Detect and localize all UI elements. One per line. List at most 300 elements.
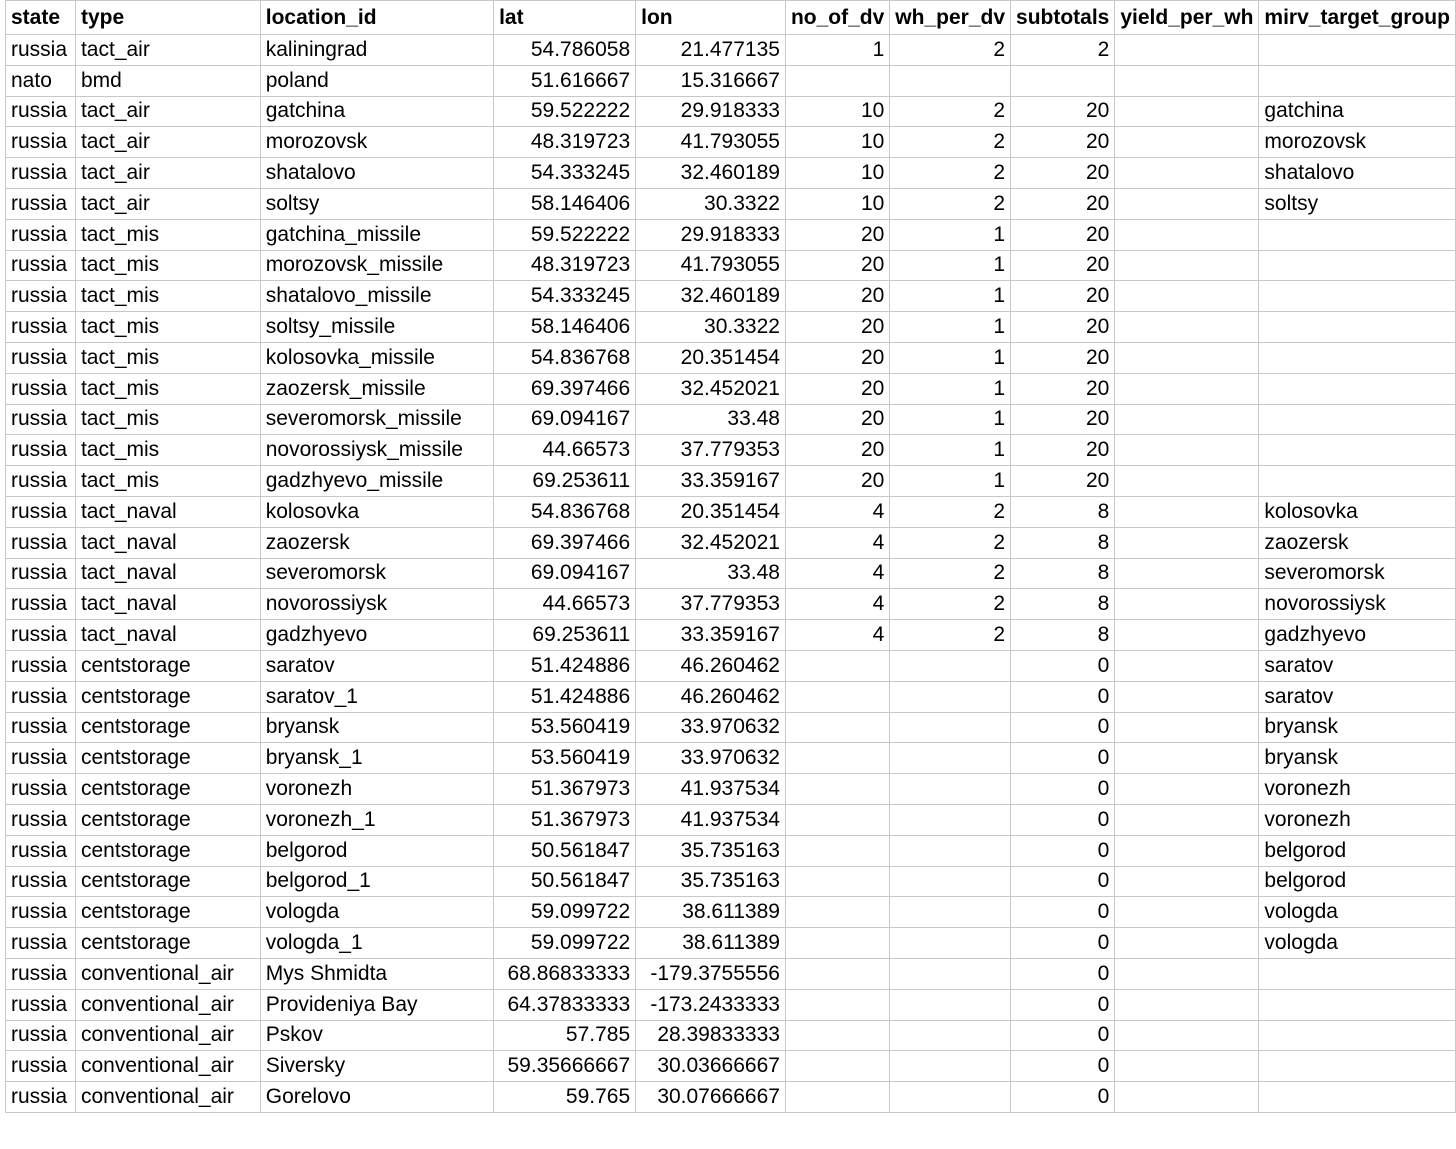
cell-state[interactable]: russia xyxy=(6,312,76,343)
cell-mirv-target-group[interactable] xyxy=(1259,1082,1456,1113)
cell-lon[interactable]: 37.779353 xyxy=(636,435,786,466)
cell-wh-per-dv[interactable] xyxy=(890,65,1011,96)
cell-state[interactable]: russia xyxy=(6,958,76,989)
cell-no-of-dv[interactable]: 20 xyxy=(785,342,889,373)
cell-type[interactable]: tact_air xyxy=(75,158,260,189)
cell-lat[interactable]: 57.785 xyxy=(494,1020,636,1051)
cell-lat[interactable]: 58.146406 xyxy=(494,188,636,219)
cell-subtotals[interactable]: 0 xyxy=(1011,866,1115,897)
cell-lat[interactable]: 51.616667 xyxy=(494,65,636,96)
cell-location-id[interactable]: voronezh xyxy=(260,774,493,805)
cell-yield-per-wh[interactable] xyxy=(1115,835,1259,866)
cell-wh-per-dv[interactable] xyxy=(890,1051,1011,1082)
cell-lat[interactable]: 69.397466 xyxy=(494,527,636,558)
cell-no-of-dv[interactable] xyxy=(785,1051,889,1082)
cell-yield-per-wh[interactable] xyxy=(1115,712,1259,743)
cell-lon[interactable]: 41.793055 xyxy=(636,250,786,281)
cell-lat[interactable]: 50.561847 xyxy=(494,835,636,866)
cell-no-of-dv[interactable]: 20 xyxy=(785,250,889,281)
cell-no-of-dv[interactable] xyxy=(785,804,889,835)
cell-mirv-target-group[interactable] xyxy=(1259,404,1456,435)
cell-location-id[interactable]: voronezh_1 xyxy=(260,804,493,835)
cell-state[interactable]: russia xyxy=(6,342,76,373)
cell-lat[interactable]: 64.37833333 xyxy=(494,989,636,1020)
cell-lat[interactable]: 59.522222 xyxy=(494,219,636,250)
cell-type[interactable]: centstorage xyxy=(75,743,260,774)
cell-lon[interactable]: 32.452021 xyxy=(636,527,786,558)
cell-lat[interactable]: 69.397466 xyxy=(494,373,636,404)
cell-wh-per-dv[interactable] xyxy=(890,835,1011,866)
cell-type[interactable]: tact_naval xyxy=(75,589,260,620)
cell-lon[interactable]: 41.937534 xyxy=(636,804,786,835)
cell-yield-per-wh[interactable] xyxy=(1115,281,1259,312)
cell-no-of-dv[interactable]: 10 xyxy=(785,96,889,127)
cell-type[interactable]: tact_air xyxy=(75,96,260,127)
cell-wh-per-dv[interactable] xyxy=(890,804,1011,835)
cell-mirv-target-group[interactable]: kolosovka xyxy=(1259,496,1456,527)
column-header-subtotals[interactable]: subtotals xyxy=(1011,1,1115,35)
cell-location-id[interactable]: kaliningrad xyxy=(260,35,493,66)
cell-no-of-dv[interactable] xyxy=(785,958,889,989)
cell-state[interactable]: russia xyxy=(6,219,76,250)
cell-yield-per-wh[interactable] xyxy=(1115,928,1259,959)
cell-wh-per-dv[interactable] xyxy=(890,897,1011,928)
cell-no-of-dv[interactable] xyxy=(785,1020,889,1051)
cell-no-of-dv[interactable]: 20 xyxy=(785,435,889,466)
cell-no-of-dv[interactable] xyxy=(785,681,889,712)
cell-type[interactable]: tact_mis xyxy=(75,219,260,250)
cell-subtotals[interactable]: 0 xyxy=(1011,1020,1115,1051)
cell-subtotals[interactable]: 8 xyxy=(1011,558,1115,589)
cell-lat[interactable]: 53.560419 xyxy=(494,712,636,743)
cell-mirv-target-group[interactable]: bryansk xyxy=(1259,743,1456,774)
cell-subtotals[interactable]: 0 xyxy=(1011,1051,1115,1082)
cell-no-of-dv[interactable]: 20 xyxy=(785,312,889,343)
cell-location-id[interactable]: gatchina xyxy=(260,96,493,127)
cell-type[interactable]: tact_air xyxy=(75,188,260,219)
cell-no-of-dv[interactable]: 4 xyxy=(785,496,889,527)
cell-wh-per-dv[interactable]: 1 xyxy=(890,281,1011,312)
cell-type[interactable]: tact_mis xyxy=(75,281,260,312)
cell-wh-per-dv[interactable]: 2 xyxy=(890,127,1011,158)
cell-yield-per-wh[interactable] xyxy=(1115,158,1259,189)
cell-lon[interactable]: 38.611389 xyxy=(636,897,786,928)
cell-location-id[interactable]: zaozersk xyxy=(260,527,493,558)
cell-yield-per-wh[interactable] xyxy=(1115,866,1259,897)
cell-mirv-target-group[interactable]: morozovsk xyxy=(1259,127,1456,158)
cell-mirv-target-group[interactable]: shatalovo xyxy=(1259,158,1456,189)
cell-subtotals[interactable]: 0 xyxy=(1011,1082,1115,1113)
column-header-location-id[interactable]: location_id xyxy=(260,1,493,35)
cell-state[interactable]: nato xyxy=(6,65,76,96)
cell-subtotals[interactable]: 0 xyxy=(1011,712,1115,743)
cell-lon[interactable]: 33.970632 xyxy=(636,743,786,774)
cell-subtotals[interactable]: 0 xyxy=(1011,958,1115,989)
cell-state[interactable]: russia xyxy=(6,1051,76,1082)
cell-mirv-target-group[interactable] xyxy=(1259,958,1456,989)
cell-no-of-dv[interactable]: 10 xyxy=(785,127,889,158)
cell-type[interactable]: tact_air xyxy=(75,35,260,66)
cell-subtotals[interactable]: 20 xyxy=(1011,342,1115,373)
cell-type[interactable]: centstorage xyxy=(75,712,260,743)
cell-no-of-dv[interactable]: 20 xyxy=(785,219,889,250)
cell-wh-per-dv[interactable] xyxy=(890,958,1011,989)
cell-wh-per-dv[interactable]: 2 xyxy=(890,188,1011,219)
cell-type[interactable]: tact_air xyxy=(75,127,260,158)
cell-state[interactable]: russia xyxy=(6,928,76,959)
cell-location-id[interactable]: Mys Shmidta xyxy=(260,958,493,989)
cell-lon[interactable]: 32.452021 xyxy=(636,373,786,404)
cell-wh-per-dv[interactable] xyxy=(890,866,1011,897)
cell-yield-per-wh[interactable] xyxy=(1115,681,1259,712)
cell-wh-per-dv[interactable] xyxy=(890,712,1011,743)
cell-wh-per-dv[interactable] xyxy=(890,1020,1011,1051)
cell-lon[interactable]: 30.3322 xyxy=(636,188,786,219)
cell-subtotals[interactable]: 0 xyxy=(1011,774,1115,805)
cell-subtotals[interactable]: 20 xyxy=(1011,158,1115,189)
cell-yield-per-wh[interactable] xyxy=(1115,620,1259,651)
cell-type[interactable]: conventional_air xyxy=(75,958,260,989)
cell-lat[interactable]: 51.424886 xyxy=(494,650,636,681)
cell-location-id[interactable]: soltsy_missile xyxy=(260,312,493,343)
cell-no-of-dv[interactable] xyxy=(785,835,889,866)
cell-subtotals[interactable]: 20 xyxy=(1011,466,1115,497)
cell-yield-per-wh[interactable] xyxy=(1115,65,1259,96)
cell-no-of-dv[interactable]: 20 xyxy=(785,281,889,312)
cell-state[interactable]: russia xyxy=(6,835,76,866)
cell-no-of-dv[interactable] xyxy=(785,712,889,743)
cell-type[interactable]: centstorage xyxy=(75,804,260,835)
cell-state[interactable]: russia xyxy=(6,158,76,189)
cell-yield-per-wh[interactable] xyxy=(1115,496,1259,527)
cell-type[interactable]: bmd xyxy=(75,65,260,96)
cell-lat[interactable]: 69.253611 xyxy=(494,466,636,497)
cell-no-of-dv[interactable] xyxy=(785,65,889,96)
cell-mirv-target-group[interactable] xyxy=(1259,989,1456,1020)
cell-wh-per-dv[interactable] xyxy=(890,1082,1011,1113)
cell-mirv-target-group[interactable]: saratov xyxy=(1259,681,1456,712)
cell-location-id[interactable]: severomorsk_missile xyxy=(260,404,493,435)
cell-lon[interactable]: 33.970632 xyxy=(636,712,786,743)
cell-location-id[interactable]: Provideniya Bay xyxy=(260,989,493,1020)
cell-wh-per-dv[interactable]: 2 xyxy=(890,620,1011,651)
cell-subtotals[interactable]: 20 xyxy=(1011,96,1115,127)
cell-wh-per-dv[interactable]: 2 xyxy=(890,35,1011,66)
cell-state[interactable]: russia xyxy=(6,774,76,805)
cell-subtotals[interactable]: 8 xyxy=(1011,496,1115,527)
cell-no-of-dv[interactable]: 4 xyxy=(785,620,889,651)
cell-state[interactable]: russia xyxy=(6,1082,76,1113)
cell-wh-per-dv[interactable] xyxy=(890,989,1011,1020)
cell-state[interactable]: russia xyxy=(6,620,76,651)
cell-lon[interactable]: 20.351454 xyxy=(636,496,786,527)
cell-location-id[interactable]: novorossiysk xyxy=(260,589,493,620)
cell-wh-per-dv[interactable]: 2 xyxy=(890,158,1011,189)
cell-type[interactable]: tact_mis xyxy=(75,466,260,497)
cell-lat[interactable]: 59.35666667 xyxy=(494,1051,636,1082)
cell-mirv-target-group[interactable]: zaozersk xyxy=(1259,527,1456,558)
cell-lat[interactable]: 53.560419 xyxy=(494,743,636,774)
cell-type[interactable]: centstorage xyxy=(75,866,260,897)
cell-yield-per-wh[interactable] xyxy=(1115,743,1259,774)
cell-wh-per-dv[interactable] xyxy=(890,650,1011,681)
cell-no-of-dv[interactable]: 1 xyxy=(785,35,889,66)
cell-state[interactable]: russia xyxy=(6,804,76,835)
cell-state[interactable]: russia xyxy=(6,435,76,466)
column-header-yield-per-wh[interactable]: yield_per_wh xyxy=(1115,1,1259,35)
cell-state[interactable]: russia xyxy=(6,373,76,404)
cell-type[interactable]: centstorage xyxy=(75,650,260,681)
cell-location-id[interactable]: saratov xyxy=(260,650,493,681)
cell-mirv-target-group[interactable] xyxy=(1259,373,1456,404)
cell-no-of-dv[interactable] xyxy=(785,928,889,959)
cell-no-of-dv[interactable] xyxy=(785,897,889,928)
cell-lat[interactable]: 50.561847 xyxy=(494,866,636,897)
cell-no-of-dv[interactable] xyxy=(785,866,889,897)
cell-lon[interactable]: 35.735163 xyxy=(636,866,786,897)
cell-yield-per-wh[interactable] xyxy=(1115,897,1259,928)
cell-wh-per-dv[interactable]: 1 xyxy=(890,466,1011,497)
cell-lat[interactable]: 51.367973 xyxy=(494,774,636,805)
cell-subtotals[interactable]: 20 xyxy=(1011,219,1115,250)
cell-yield-per-wh[interactable] xyxy=(1115,774,1259,805)
cell-location-id[interactable]: shatalovo xyxy=(260,158,493,189)
cell-wh-per-dv[interactable]: 1 xyxy=(890,219,1011,250)
cell-lat[interactable]: 44.66573 xyxy=(494,435,636,466)
cell-state[interactable]: russia xyxy=(6,558,76,589)
cell-type[interactable]: conventional_air xyxy=(75,1020,260,1051)
cell-lat[interactable]: 69.094167 xyxy=(494,558,636,589)
cell-mirv-target-group[interactable] xyxy=(1259,342,1456,373)
cell-lat[interactable]: 54.836768 xyxy=(494,496,636,527)
cell-mirv-target-group[interactable]: severomorsk xyxy=(1259,558,1456,589)
cell-state[interactable]: russia xyxy=(6,188,76,219)
cell-location-id[interactable]: gadzhyevo_missile xyxy=(260,466,493,497)
cell-lon[interactable]: 28.39833333 xyxy=(636,1020,786,1051)
cell-mirv-target-group[interactable] xyxy=(1259,219,1456,250)
cell-type[interactable]: tact_mis xyxy=(75,250,260,281)
cell-yield-per-wh[interactable] xyxy=(1115,650,1259,681)
cell-location-id[interactable]: belgorod_1 xyxy=(260,866,493,897)
cell-lat[interactable]: 54.333245 xyxy=(494,158,636,189)
cell-mirv-target-group[interactable] xyxy=(1259,312,1456,343)
cell-lon[interactable]: 21.477135 xyxy=(636,35,786,66)
cell-lon[interactable]: 37.779353 xyxy=(636,589,786,620)
cell-type[interactable]: centstorage xyxy=(75,835,260,866)
cell-location-id[interactable]: Pskov xyxy=(260,1020,493,1051)
cell-location-id[interactable]: morozovsk_missile xyxy=(260,250,493,281)
cell-location-id[interactable]: saratov_1 xyxy=(260,681,493,712)
cell-state[interactable]: russia xyxy=(6,496,76,527)
cell-mirv-target-group[interactable]: belgorod xyxy=(1259,835,1456,866)
cell-yield-per-wh[interactable] xyxy=(1115,1020,1259,1051)
cell-type[interactable]: tact_mis xyxy=(75,312,260,343)
cell-type[interactable]: centstorage xyxy=(75,928,260,959)
cell-lon[interactable]: 38.611389 xyxy=(636,928,786,959)
cell-lon[interactable]: 20.351454 xyxy=(636,342,786,373)
cell-yield-per-wh[interactable] xyxy=(1115,312,1259,343)
cell-yield-per-wh[interactable] xyxy=(1115,958,1259,989)
cell-yield-per-wh[interactable] xyxy=(1115,250,1259,281)
cell-wh-per-dv[interactable]: 1 xyxy=(890,342,1011,373)
cell-mirv-target-group[interactable]: novorossiysk xyxy=(1259,589,1456,620)
cell-wh-per-dv[interactable] xyxy=(890,743,1011,774)
cell-location-id[interactable]: Siversky xyxy=(260,1051,493,1082)
cell-location-id[interactable]: shatalovo_missile xyxy=(260,281,493,312)
cell-subtotals[interactable]: 20 xyxy=(1011,250,1115,281)
cell-state[interactable]: russia xyxy=(6,250,76,281)
cell-no-of-dv[interactable]: 10 xyxy=(785,158,889,189)
cell-location-id[interactable]: soltsy xyxy=(260,188,493,219)
cell-lon[interactable]: -173.2433333 xyxy=(636,989,786,1020)
cell-no-of-dv[interactable] xyxy=(785,989,889,1020)
cell-mirv-target-group[interactable] xyxy=(1259,1051,1456,1082)
cell-mirv-target-group[interactable] xyxy=(1259,35,1456,66)
cell-type[interactable]: tact_mis xyxy=(75,342,260,373)
cell-yield-per-wh[interactable] xyxy=(1115,435,1259,466)
cell-type[interactable]: tact_mis xyxy=(75,373,260,404)
cell-lon[interactable]: 30.07666667 xyxy=(636,1082,786,1113)
column-header-wh-per-dv[interactable]: wh_per_dv xyxy=(890,1,1011,35)
column-header-no-of-dv[interactable]: no_of_dv xyxy=(785,1,889,35)
cell-no-of-dv[interactable] xyxy=(785,743,889,774)
cell-mirv-target-group[interactable]: voronezh xyxy=(1259,804,1456,835)
cell-no-of-dv[interactable]: 4 xyxy=(785,589,889,620)
cell-location-id[interactable]: gadzhyevo xyxy=(260,620,493,651)
cell-state[interactable]: russia xyxy=(6,1020,76,1051)
cell-yield-per-wh[interactable] xyxy=(1115,804,1259,835)
cell-wh-per-dv[interactable]: 1 xyxy=(890,312,1011,343)
column-header-lat[interactable]: lat xyxy=(494,1,636,35)
cell-type[interactable]: centstorage xyxy=(75,681,260,712)
cell-mirv-target-group[interactable] xyxy=(1259,435,1456,466)
cell-type[interactable]: conventional_air xyxy=(75,989,260,1020)
column-header-lon[interactable]: lon xyxy=(636,1,786,35)
cell-lat[interactable]: 54.333245 xyxy=(494,281,636,312)
cell-location-id[interactable]: morozovsk xyxy=(260,127,493,158)
cell-wh-per-dv[interactable]: 2 xyxy=(890,589,1011,620)
cell-type[interactable]: tact_mis xyxy=(75,435,260,466)
cell-yield-per-wh[interactable] xyxy=(1115,1082,1259,1113)
cell-type[interactable]: centstorage xyxy=(75,897,260,928)
cell-subtotals[interactable]: 0 xyxy=(1011,650,1115,681)
cell-lat[interactable]: 68.86833333 xyxy=(494,958,636,989)
cell-location-id[interactable]: gatchina_missile xyxy=(260,219,493,250)
cell-wh-per-dv[interactable]: 2 xyxy=(890,527,1011,558)
cell-mirv-target-group[interactable]: vologda xyxy=(1259,928,1456,959)
cell-subtotals[interactable] xyxy=(1011,65,1115,96)
cell-lon[interactable]: 33.48 xyxy=(636,404,786,435)
cell-state[interactable]: russia xyxy=(6,743,76,774)
cell-subtotals[interactable]: 0 xyxy=(1011,928,1115,959)
cell-lat[interactable]: 58.146406 xyxy=(494,312,636,343)
cell-subtotals[interactable]: 20 xyxy=(1011,373,1115,404)
cell-yield-per-wh[interactable] xyxy=(1115,96,1259,127)
cell-subtotals[interactable]: 8 xyxy=(1011,527,1115,558)
column-header-mirv-target-group[interactable]: mirv_target_group xyxy=(1259,1,1456,35)
cell-yield-per-wh[interactable] xyxy=(1115,342,1259,373)
cell-mirv-target-group[interactable]: vologda xyxy=(1259,897,1456,928)
cell-location-id[interactable]: novorossiysk_missile xyxy=(260,435,493,466)
cell-mirv-target-group[interactable] xyxy=(1259,466,1456,497)
cell-wh-per-dv[interactable]: 1 xyxy=(890,404,1011,435)
cell-no-of-dv[interactable] xyxy=(785,1082,889,1113)
cell-yield-per-wh[interactable] xyxy=(1115,558,1259,589)
cell-yield-per-wh[interactable] xyxy=(1115,219,1259,250)
cell-lon[interactable]: 29.918333 xyxy=(636,96,786,127)
cell-subtotals[interactable]: 0 xyxy=(1011,835,1115,866)
column-header-state[interactable]: state xyxy=(6,1,76,35)
cell-location-id[interactable]: kolosovka xyxy=(260,496,493,527)
cell-lon[interactable]: 30.3322 xyxy=(636,312,786,343)
cell-yield-per-wh[interactable] xyxy=(1115,527,1259,558)
cell-location-id[interactable]: poland xyxy=(260,65,493,96)
cell-no-of-dv[interactable]: 4 xyxy=(785,527,889,558)
cell-lon[interactable]: 35.735163 xyxy=(636,835,786,866)
cell-no-of-dv[interactable]: 4 xyxy=(785,558,889,589)
cell-yield-per-wh[interactable] xyxy=(1115,373,1259,404)
cell-lat[interactable]: 54.786058 xyxy=(494,35,636,66)
cell-mirv-target-group[interactable]: bryansk xyxy=(1259,712,1456,743)
cell-state[interactable]: russia xyxy=(6,866,76,897)
cell-type[interactable]: tact_naval xyxy=(75,558,260,589)
cell-wh-per-dv[interactable] xyxy=(890,681,1011,712)
cell-lon[interactable]: 41.937534 xyxy=(636,774,786,805)
cell-wh-per-dv[interactable]: 1 xyxy=(890,435,1011,466)
cell-wh-per-dv[interactable]: 1 xyxy=(890,250,1011,281)
cell-subtotals[interactable]: 8 xyxy=(1011,620,1115,651)
cell-location-id[interactable]: belgorod xyxy=(260,835,493,866)
cell-lon[interactable]: 33.48 xyxy=(636,558,786,589)
cell-subtotals[interactable]: 0 xyxy=(1011,681,1115,712)
cell-state[interactable]: russia xyxy=(6,527,76,558)
cell-lat[interactable]: 69.094167 xyxy=(494,404,636,435)
cell-type[interactable]: tact_naval xyxy=(75,620,260,651)
cell-subtotals[interactable]: 8 xyxy=(1011,589,1115,620)
cell-lat[interactable]: 59.099722 xyxy=(494,928,636,959)
cell-lon[interactable]: 33.359167 xyxy=(636,466,786,497)
cell-no-of-dv[interactable]: 10 xyxy=(785,188,889,219)
cell-state[interactable]: russia xyxy=(6,712,76,743)
cell-location-id[interactable]: zaozersk_missile xyxy=(260,373,493,404)
cell-lon[interactable]: 15.316667 xyxy=(636,65,786,96)
cell-subtotals[interactable]: 20 xyxy=(1011,188,1115,219)
cell-state[interactable]: russia xyxy=(6,681,76,712)
cell-lat[interactable]: 69.253611 xyxy=(494,620,636,651)
cell-subtotals[interactable]: 2 xyxy=(1011,35,1115,66)
cell-lat[interactable]: 59.099722 xyxy=(494,897,636,928)
cell-wh-per-dv[interactable]: 1 xyxy=(890,373,1011,404)
cell-yield-per-wh[interactable] xyxy=(1115,589,1259,620)
cell-type[interactable]: conventional_air xyxy=(75,1051,260,1082)
cell-location-id[interactable]: bryansk xyxy=(260,712,493,743)
cell-no-of-dv[interactable]: 20 xyxy=(785,373,889,404)
cell-lon[interactable]: 30.03666667 xyxy=(636,1051,786,1082)
cell-mirv-target-group[interactable]: gatchina xyxy=(1259,96,1456,127)
cell-lat[interactable]: 51.367973 xyxy=(494,804,636,835)
cell-mirv-target-group[interactable]: voronezh xyxy=(1259,774,1456,805)
cell-lat[interactable]: 59.765 xyxy=(494,1082,636,1113)
cell-state[interactable]: russia xyxy=(6,989,76,1020)
cell-subtotals[interactable]: 20 xyxy=(1011,312,1115,343)
cell-location-id[interactable]: severomorsk xyxy=(260,558,493,589)
cell-no-of-dv[interactable] xyxy=(785,650,889,681)
cell-lat[interactable]: 48.319723 xyxy=(494,250,636,281)
cell-yield-per-wh[interactable] xyxy=(1115,35,1259,66)
cell-lon[interactable]: 41.793055 xyxy=(636,127,786,158)
cell-wh-per-dv[interactable] xyxy=(890,774,1011,805)
cell-no-of-dv[interactable]: 20 xyxy=(785,466,889,497)
